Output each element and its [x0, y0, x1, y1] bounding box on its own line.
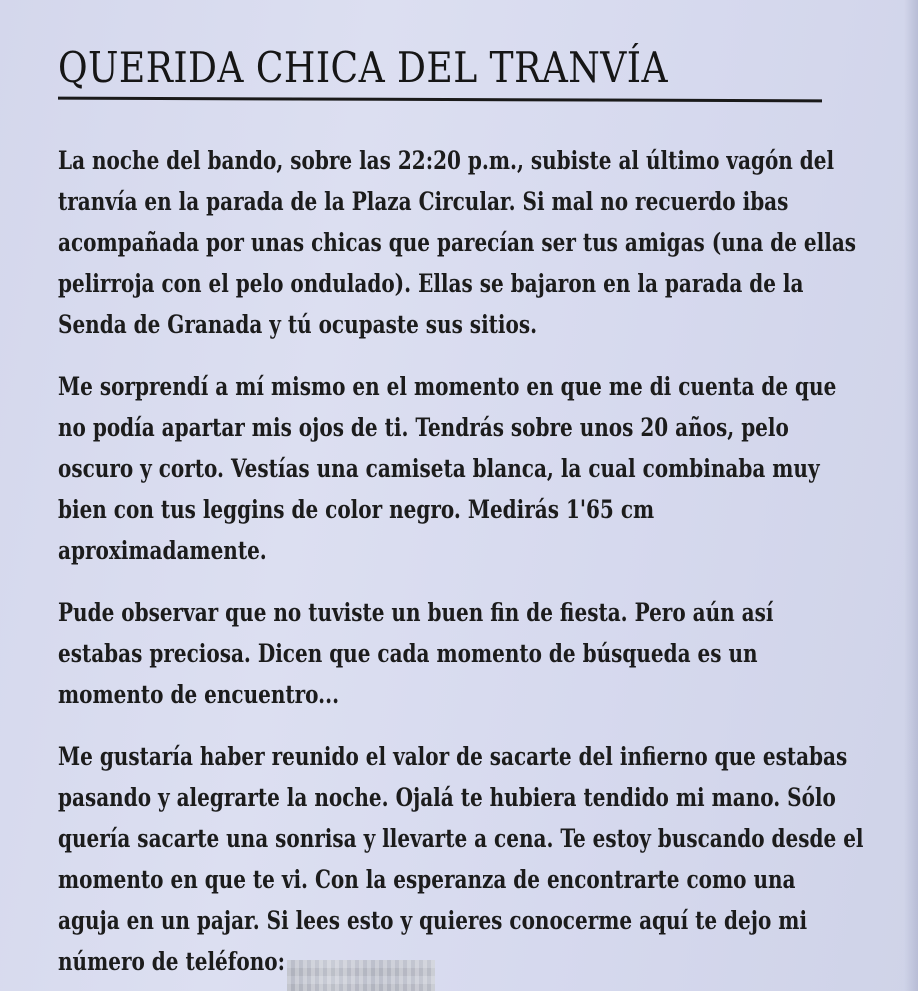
- text-line: no podía apartar mis ojos de ti. Tendrás sobre unos 20 años, pelo: [58, 413, 789, 442]
- text-line: Me gustaría haber reunido el valor de sacarte del infierno que estabas: [58, 742, 848, 771]
- text-line: estabas preciosa. Dicen que cada momento de búsqueda es un: [58, 639, 758, 668]
- text-line: momento en que te vi. Con la esperanza de encontrarte como una: [58, 865, 796, 894]
- text-line: aguja en un pajar. Si lees esto y quieres conocerme aquí te dejo mi: [58, 906, 808, 935]
- text-line: Senda de Granada y tú ocupaste sus sitios.: [58, 310, 538, 339]
- flyer-body: [58, 140, 898, 991]
- text-line: oscuro y corto. Vestías una camiseta blanca, la cual combinaba muy: [58, 454, 820, 483]
- paragraph-3: [58, 592, 898, 715]
- text-line: acompañada por unas chicas que parecían ser tus amigas (una de ellas: [58, 228, 857, 257]
- paragraph-2: [58, 366, 898, 571]
- redacted-phone-number: [287, 960, 435, 991]
- text-line: bien con tus leggins de color negro. Medirás 1'65 cm: [58, 495, 655, 524]
- text-line: quería sacarte una sonrisa y llevarte a cena. Te estoy buscando desde el: [58, 824, 864, 853]
- flyer-title: QUERIDA CHICA DEL TRANVÍA: [58, 43, 668, 92]
- text-line: aproximadamente.: [58, 536, 267, 565]
- text-line: Pude observar que no tuviste un buen fin de fiesta. Pero aún así: [58, 598, 774, 627]
- text-line: momento de encuentro...: [58, 680, 340, 709]
- text-line: pasando y alegrarte la noche. Ojalá te hubiera tendido mi mano. Sólo: [58, 783, 836, 812]
- text-line: pelirroja con el pelo ondulado). Ellas se bajaron en la parada de la: [58, 269, 804, 298]
- text-line: La noche del bando, sobre las 22:20 p.m., subiste al último vagón del: [58, 146, 835, 175]
- text-line: tranvía en la parada de la Plaza Circular. Si mal no recuerdo ibas: [58, 187, 789, 216]
- text-line: Me sorprendí a mí mismo en el momento en que me di cuenta de que: [58, 372, 837, 401]
- paper-edge-shadow: [904, 0, 918, 991]
- paragraph-4: [58, 736, 898, 982]
- paragraph-1: [58, 140, 898, 345]
- phone-number-label: número de teléfono:: [58, 947, 285, 976]
